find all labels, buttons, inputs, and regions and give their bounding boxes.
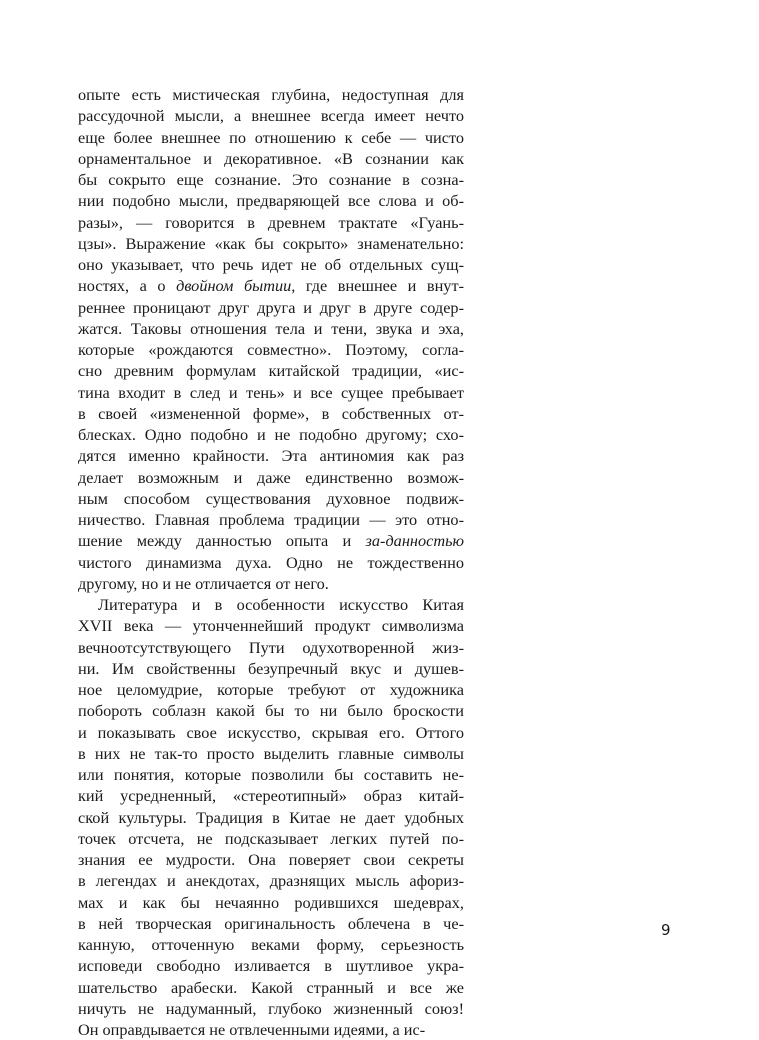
text-line: шательство арабески. Какой странный и все же: [78, 977, 464, 997]
page-number: 9: [661, 921, 671, 939]
text-line: сно древним формулам китайской традиции, «ис-: [78, 361, 464, 381]
italic-phrase: за-данностью: [365, 531, 464, 551]
text-line: ное целомудрие, которые требуют от художника: [78, 680, 464, 699]
text-line: делает возможным и даже единственно возмож-: [78, 467, 464, 487]
text-line: в своей «измененной форме», в собственных от-: [78, 403, 464, 423]
text-line: точек отсчета, не подсказывает легких путей по-: [78, 828, 464, 848]
text-line: другому, но и не отличается от него.: [78, 573, 329, 593]
text-line: дятся именно крайности. Эта антиномия как раз: [78, 446, 464, 466]
text-line: блесках. Одно подобно и не подобно другому; схо-: [78, 425, 464, 444]
text-line: мах и как бы нечаянно родившихся шедеврах,: [78, 892, 464, 912]
text-line: опыте есть мистическая глубина, недоступная для: [78, 85, 464, 104]
text-line: [78, 275, 464, 296]
text-line: рассудочной мысли, а внешнее всегда имеет нечто: [78, 106, 464, 126]
text-line: бы сокрыто еще сознание. Это сознание в созна-: [78, 170, 464, 189]
text-line: исповеди свободно изливается в шутливое укра-: [78, 956, 464, 976]
text-line: Литература и в особенности искусство Китая: [98, 595, 464, 614]
text-line: цзы». Выражение «как бы сокрыто» знаменательно:: [78, 233, 464, 253]
text-segment: ностях, а о: [78, 276, 177, 296]
text-line: или понятия, которые позволили бы составить не-: [78, 765, 464, 784]
text-line: ничуть не надуманный, глубоко жизненный союз!: [78, 998, 464, 1018]
text-line: разы», — говорится в древнем трактате «Гуань-: [78, 212, 464, 232]
text-line: [78, 530, 464, 551]
text-line: побороть соблазн какой бы то ни было броскости: [78, 701, 464, 721]
text-line: жатся. Таковы отношения тела и тени, звука и эха,: [78, 318, 464, 338]
text-line: которые «рождаются совместно». Поэтому, согла-: [78, 340, 464, 359]
text-line: чистого динамизма духа. Одно не тождественно: [78, 552, 464, 572]
text-line: в легендах и анекдотах, дразнящих мысль афориз-: [78, 871, 464, 891]
text-line: кий усредненный, «стереотипный» образ китай-: [78, 786, 464, 806]
text-line: знания ее мудрости. Она поверяет свои секреты: [78, 850, 464, 869]
text-line: в них не так-то просто выделить главные символы: [78, 743, 464, 763]
text-line: ни. Им свойственны безупречный вкус и душев-: [78, 658, 464, 678]
text-line: вечноотсутствующего Пути одухотворенной жиз-: [78, 637, 464, 657]
text-line: орнаментальное и декоративное. «В сознании как: [78, 148, 464, 168]
text-line: оно указывает, что речь идет не об отдельных сущ-: [78, 255, 464, 274]
text-line: в ней творческая оригинальность облечена в че-: [78, 913, 464, 933]
text-segment: , где внешнее и внут-: [291, 276, 464, 296]
paragraph-2: [78, 594, 464, 1040]
text-line: ской культуры. Традиция в Китае не дает удобных: [78, 807, 464, 827]
text-line: ничество. Главная проблема традиции — это отно-: [78, 510, 464, 529]
text-line: еще более внешнее по отношению к себе — чисто: [78, 127, 464, 147]
text-segment: шение между данностью опыта и: [78, 531, 366, 551]
paragraph-1: [78, 84, 464, 594]
text-line: канную, отточенную веками форму, серьезность: [78, 935, 464, 954]
text-line: ным способом существования духовное подвиж-: [78, 488, 464, 508]
text-line: и показывать свое искусство, скрывая его. Оттого: [78, 722, 464, 742]
body-text: [78, 84, 464, 1040]
italic-phrase: двойном бытии: [176, 276, 292, 296]
text-line: XVII века — утонченнейший продукт символизма: [78, 616, 464, 636]
text-line: тина входит в след и тень» и все сущее пребывает: [78, 382, 464, 402]
text-line: Он оправдывается не отвлеченными идеями, а ис-: [78, 1020, 426, 1039]
text-line: реннее проницают друг друга и друг в друге содер-: [78, 297, 464, 317]
text-line: нии подобно мысли, предваряющей все слова и об-: [78, 191, 464, 211]
